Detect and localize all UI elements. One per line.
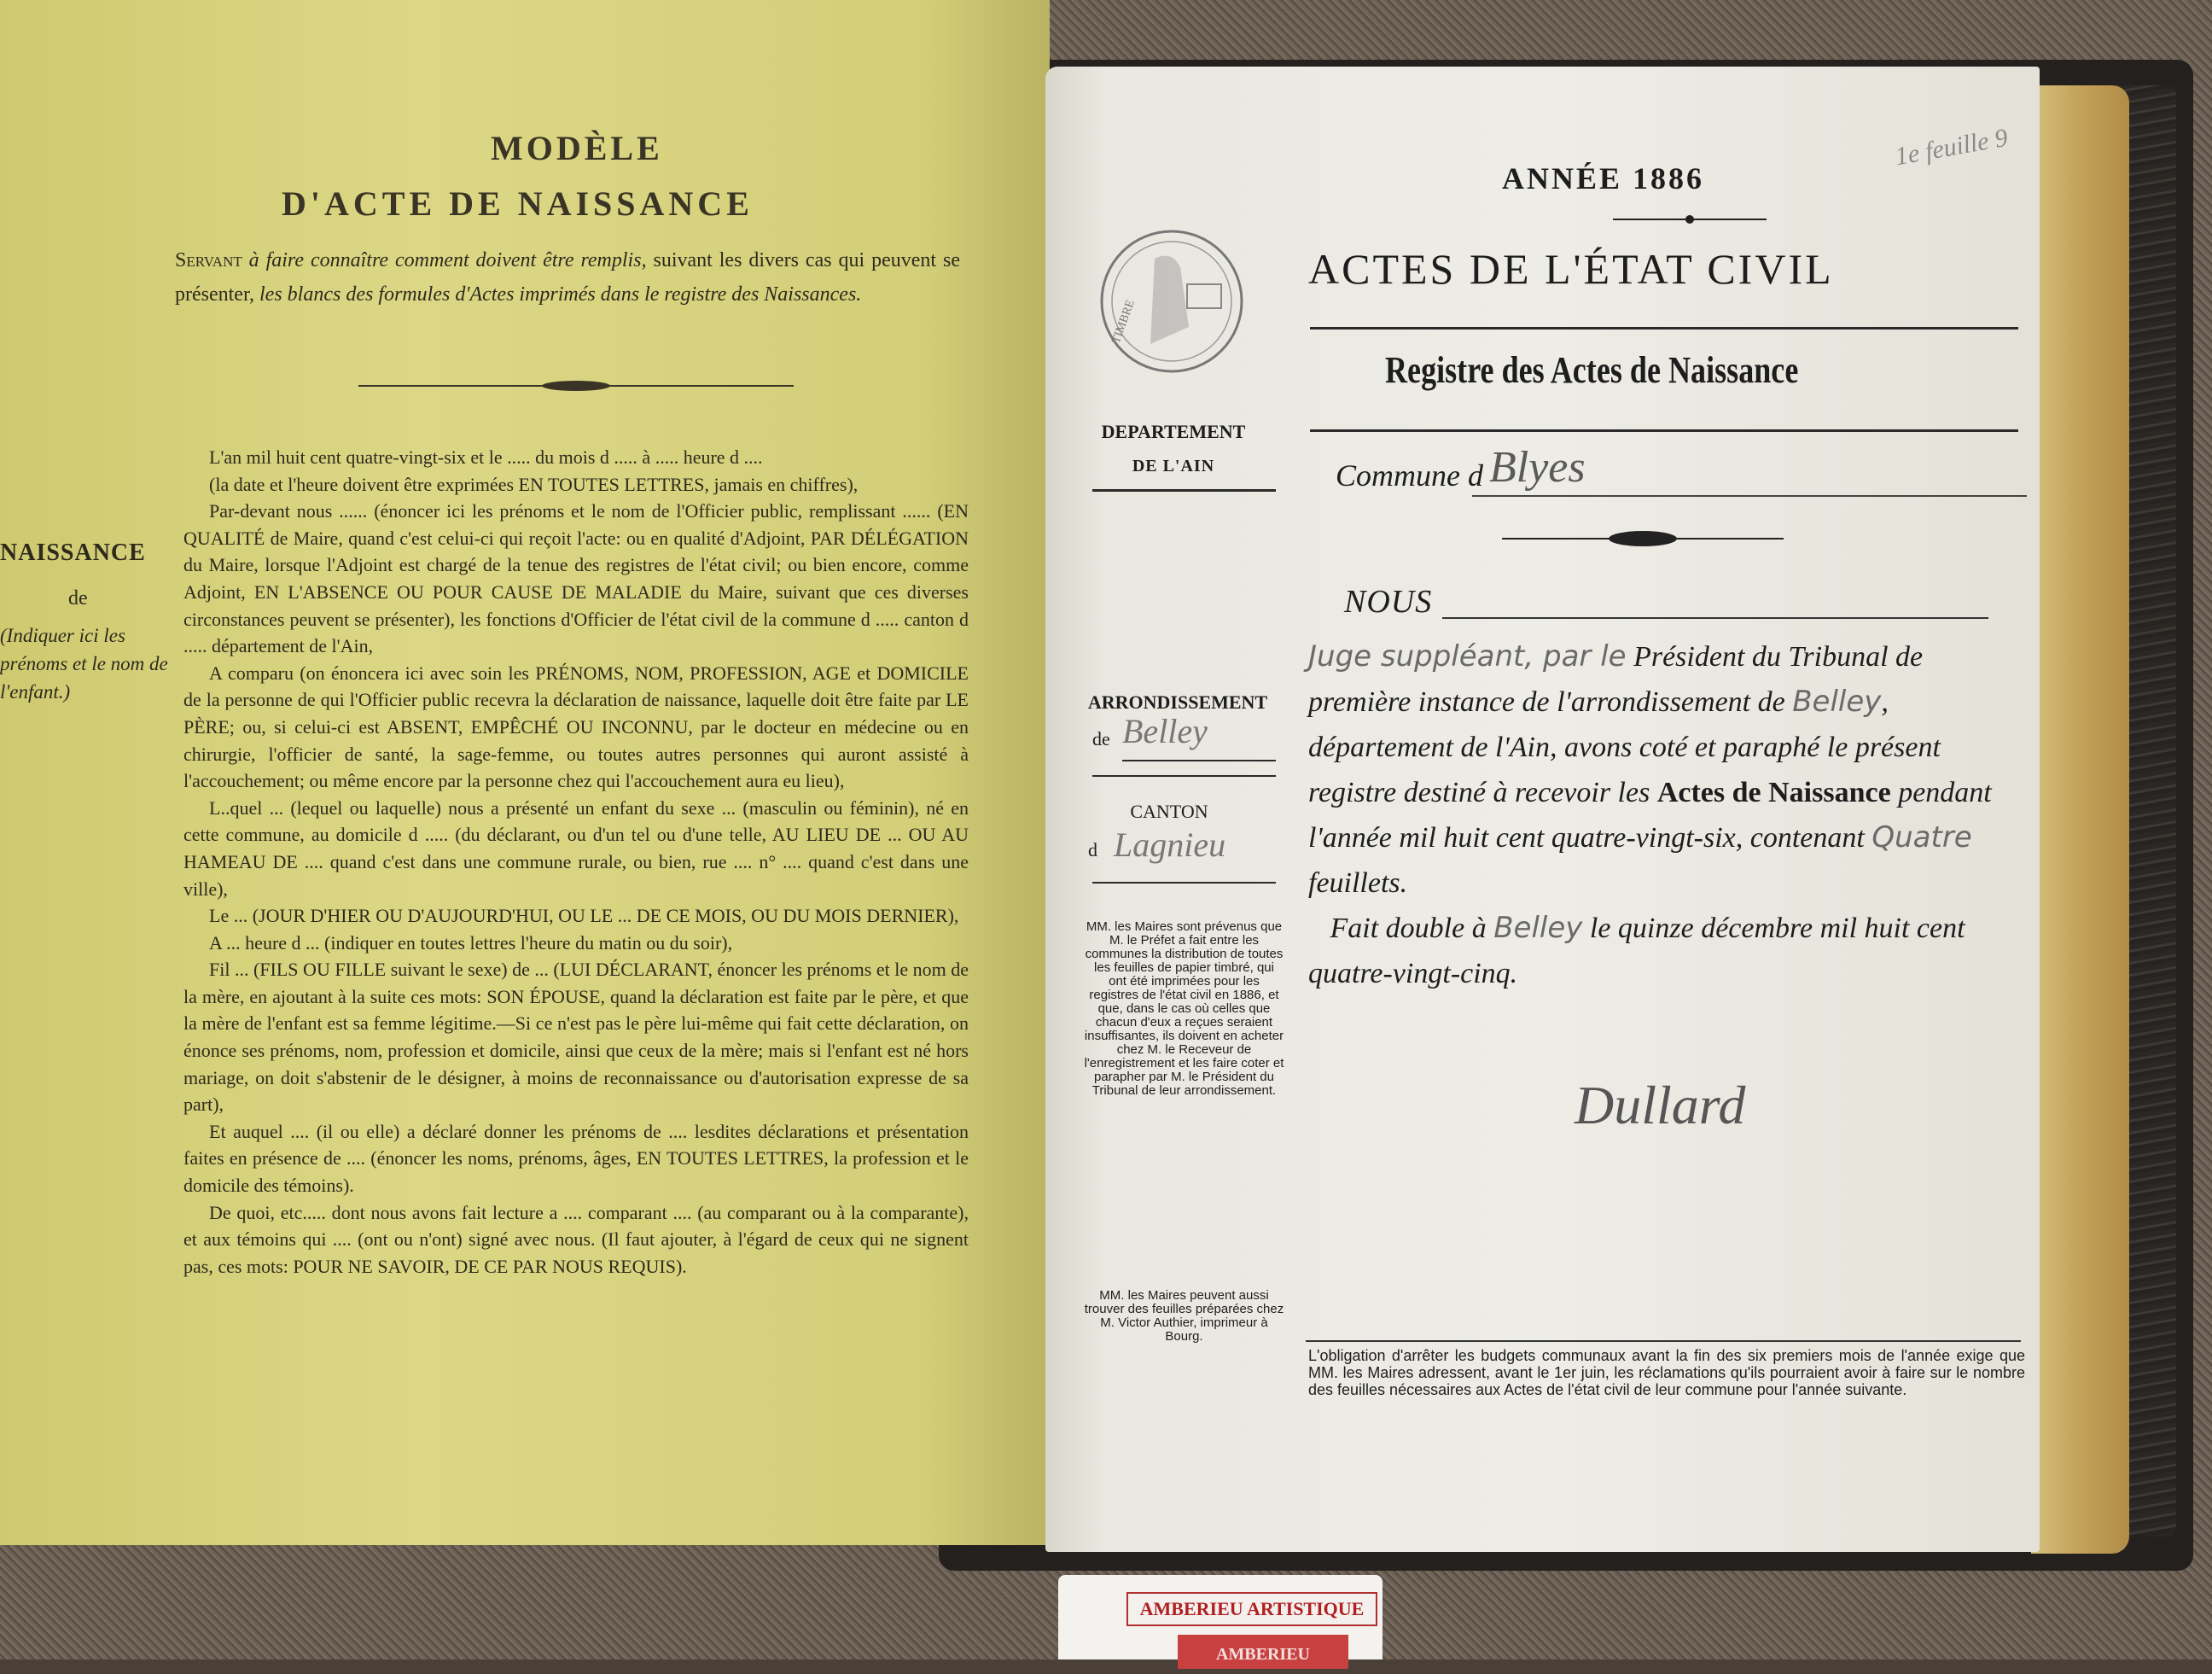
margin-indiquer: (Indiquer ici les prénoms et le nom de l'enfant.)	[0, 625, 168, 703]
text-feuillets: feuillets.	[1308, 867, 1408, 899]
department-label: DEPARTEMENT	[1101, 421, 1246, 442]
text-pendant: pendant l'année mil huit cent quatre-vingt-six, contenant	[1308, 777, 1992, 854]
commune-label: Commune d	[1336, 458, 1483, 493]
model-paragraph: Et auquel .... (il ou elle) a déclaré donner les prénoms de .... lesdites déclarations et présentation faites en présence de .... (énoncer les noms, prénoms, âges, EN TOUTES LETTRES, la profession et le domicile des témoins).	[183, 1120, 969, 1197]
arr-rule	[1092, 775, 1276, 777]
notice-maires-2: MM. les Maires peuvent aussi trouver des feuilles préparées chez M. Victor Authier, imprimeur à Bourg.	[1084, 1288, 1284, 1344]
model-paragraph: Fil ... (FILS OU FILLE suivant le sexe) de ... (LUI DÉCLARANT, énoncer les prénoms et le nom de la mère, en ajoutant à la suite ces mots: SON ÉPOUSE, quand la déclaration est faite par le père, et que la mère de l'enfant est sa femme légitime.—Si ce n'est pas le père lui-même qui fait cette déclaration, on énonce ses prénoms, nom, profession et domicile, ainsi que ceux de la mère; mais si l'enfant est né hors mariage, on doit s'abstenir de le désigner, à moins de reconnaissance ou d'autorisation expresse de sa part),	[183, 959, 969, 1116]
ornament-divider	[358, 377, 794, 394]
department-block	[1075, 415, 1272, 483]
year-heading: ANNÉE 1886	[1502, 161, 1705, 195]
signature: Dullard	[1575, 1075, 1746, 1135]
text-dept: , département de l'Ain, avons coté et paraphé le présent registre destiné à recevoir les	[1308, 686, 1941, 808]
year-ornament	[1613, 212, 1767, 227]
model-paragraph: (la date et l'heure doivent être exprimées EN TOUTES LETTRES, jamais en chiffres),	[209, 473, 859, 495]
notice-maires-1: MM. les Maires sont prévenus que M. le Préfet a fait entre les communes la distribution de toutes les feuilles de papier timbré, qui ont été imprimées pour les registres de l'état civil en 1886, et que, dans le cas où celles que chacun d'eux a reçues seraient insuffisantes, ils doivent en acheter chez M. le Receveur de l'enregistrement et les faire coter et parapher par M. le Président du Tribunal de leur arrondissement.	[1084, 919, 1284, 1098]
commune-line	[1472, 495, 2027, 497]
text-president: Président du Tribunal de première instance de l'arrondissement de	[1308, 641, 1924, 718]
arrondissement-handwritten: Belley	[1122, 712, 1208, 750]
intro-italic-2: les blancs des formules d'Actes imprimés dans le registre des Naissances.	[259, 283, 862, 306]
hw-belley-2: Belley	[1493, 911, 1583, 945]
text-actes-bold: Actes de Naissance	[1656, 777, 1891, 808]
model-paragraph: De quoi, etc..... dont nous avons fait lecture a .... comparant .... (au comparant ou à la comparante), et aux témoins qui .... (ont ou n'ont) signé avec nous. (Il faut ajouter, à l'égard de ceux qui ne signent pas, ces mots: POUR NE SAVOIR, DE CE PAR NOUS REQUIS).	[183, 1201, 969, 1277]
footer-notice: L'obligation d'arrêter les budgets communaux avant la fin des six premiers mois de l'année exige que MM. les Maires adressent, avant le 1er juin, les réclamations qu'ils pourraient avoir à faire sur le nombre des feuilles nécessaires aux Actes de l'état civil de leur commune pour l'année suivante.	[1308, 1347, 2025, 1398]
archive-tag-secondary: AMBERIEU	[1178, 1635, 1348, 1669]
model-title: MODÈLE	[491, 129, 663, 167]
page-stack-edge	[2031, 85, 2129, 1554]
model-body	[183, 444, 969, 1280]
seal-text: TIMBRE	[1109, 298, 1138, 346]
register-declaration	[1308, 634, 2025, 996]
hw-juge: Juge suppléant, par le	[1308, 639, 1627, 674]
canton-de: d	[1088, 839, 1097, 860]
rule-mid	[1310, 429, 2018, 432]
department-ain: DE L'AIN	[1132, 457, 1215, 475]
intro-lead: Servant	[175, 249, 242, 271]
register-title: ACTES DE L'ÉTAT CIVIL	[1308, 245, 1834, 293]
nous-line	[1442, 617, 1988, 619]
stamp-seal-icon	[1095, 225, 1249, 378]
commune-handwritten: Blyes	[1489, 443, 1586, 492]
pencil-annotation: 1e feuille 9	[1893, 123, 2011, 172]
intro-italic-1: à faire connaître comment doivent être remplis,	[242, 249, 647, 271]
model-subtitle: D'ACTE DE NAISSANCE	[282, 184, 754, 223]
intro-text-1: suivant les divers cas qui peuvent se présenter,	[175, 249, 960, 306]
model-intro	[175, 243, 960, 312]
arrondissement-label: ARRONDISSEMENT	[1087, 691, 1268, 713]
left-page-model	[0, 0, 1050, 1545]
arr-line	[1122, 760, 1276, 761]
ornament-divider-2	[1502, 528, 1784, 550]
model-paragraph: A comparu (on énoncera ici avec soin les PRÉNOMS, NOM, PROFESSION, AGE et DOMICILE de la personne de qui l'Officier public recevra la déclaration de naissance, laquelle doit être faite par LE PÈRE; ou, si celui-ci est ABSENT, EMPÊCHÉ OU INCONNU, par le docteur en médecine ou en chirurgie, l'officier de santé, la sage-femme, ou toutes autres personnes qui auront assisté à l'accouchement; ou même encore par la personne chez qui l'accouchement aura eu lieu),	[183, 662, 969, 792]
model-paragraph: Le ... (JOUR D'HIER OU D'AUJOURD'HUI, OU LE ... DE CE MOIS, OU DU MOIS DERNIER),	[209, 905, 959, 927]
rule-top	[1310, 327, 2018, 330]
text-quinze: le quinze décembre mil huit cent quatre-vingt-cinq.	[1308, 913, 1965, 989]
canton-label: CANTON	[1130, 801, 1208, 822]
text-fait: Fait double à	[1330, 913, 1494, 944]
hw-belley: Belley	[1792, 685, 1882, 719]
model-paragraph: A ... heure d ... (indiquer en toutes lettres l'heure du matin ou du soir),	[209, 931, 733, 954]
hw-quatre: Quatre	[1871, 820, 1972, 854]
margin-naissance: NAISSANCE	[0, 540, 146, 566]
dept-rule	[1092, 489, 1276, 492]
arrondissement-de: de	[1092, 728, 1110, 750]
canton-rule	[1092, 882, 1276, 884]
model-paragraph: Par-devant nous ...... (énoncer ici les prénoms et le nom de l'Officier public, remplissant ...... (EN QUALITÉ de Maire, quand c'est celui-ci qui reçoit l'acte: ou en qualité d'Adjoint, PAR DÉLÉGATION du Maire, lorsque l'Adjoint est chargé de la tenue des registres de l'état civil; ou bien encore, comme Adjoint, EN L'ABSENCE OU POUR CAUSE DE MALADIE du Maire, suivant que ces diverses circonstances peuvent se présenter), les fonctions d'Officier de l'état civil de la commune d ..... canton d ..... département de l'Ain,	[183, 500, 969, 657]
model-paragraph: L..quel ... (lequel ou laquelle) nous a présenté un enfant du sexe ... (masculin ou féminin), né en cette commune, au domicile d ..... (du déclarant, ou d'un tel ou d'une telle, AU LIEU DE ... OU AU HAMEAU DE .... quand c'est dans une commune rurale, ou bien, rue .... n° .... quand c'est dans une ville),	[183, 796, 969, 900]
right-page-register	[1045, 67, 2040, 1552]
canton-handwritten: Lagnieu	[1114, 825, 1226, 864]
model-paragraph: L'an mil huit cent quatre-vingt-six et le ..... du mois d ..... à ..... heure d ....	[209, 446, 763, 468]
register-subtitle: Registre des Actes de Naissance	[1385, 349, 1799, 391]
footer-rule	[1306, 1340, 2021, 1342]
margin-de: de	[68, 587, 88, 610]
archive-tag-label: AMBERIEU ARTISTIQUE	[1126, 1592, 1377, 1626]
nous-label: NOUS	[1344, 584, 1433, 620]
